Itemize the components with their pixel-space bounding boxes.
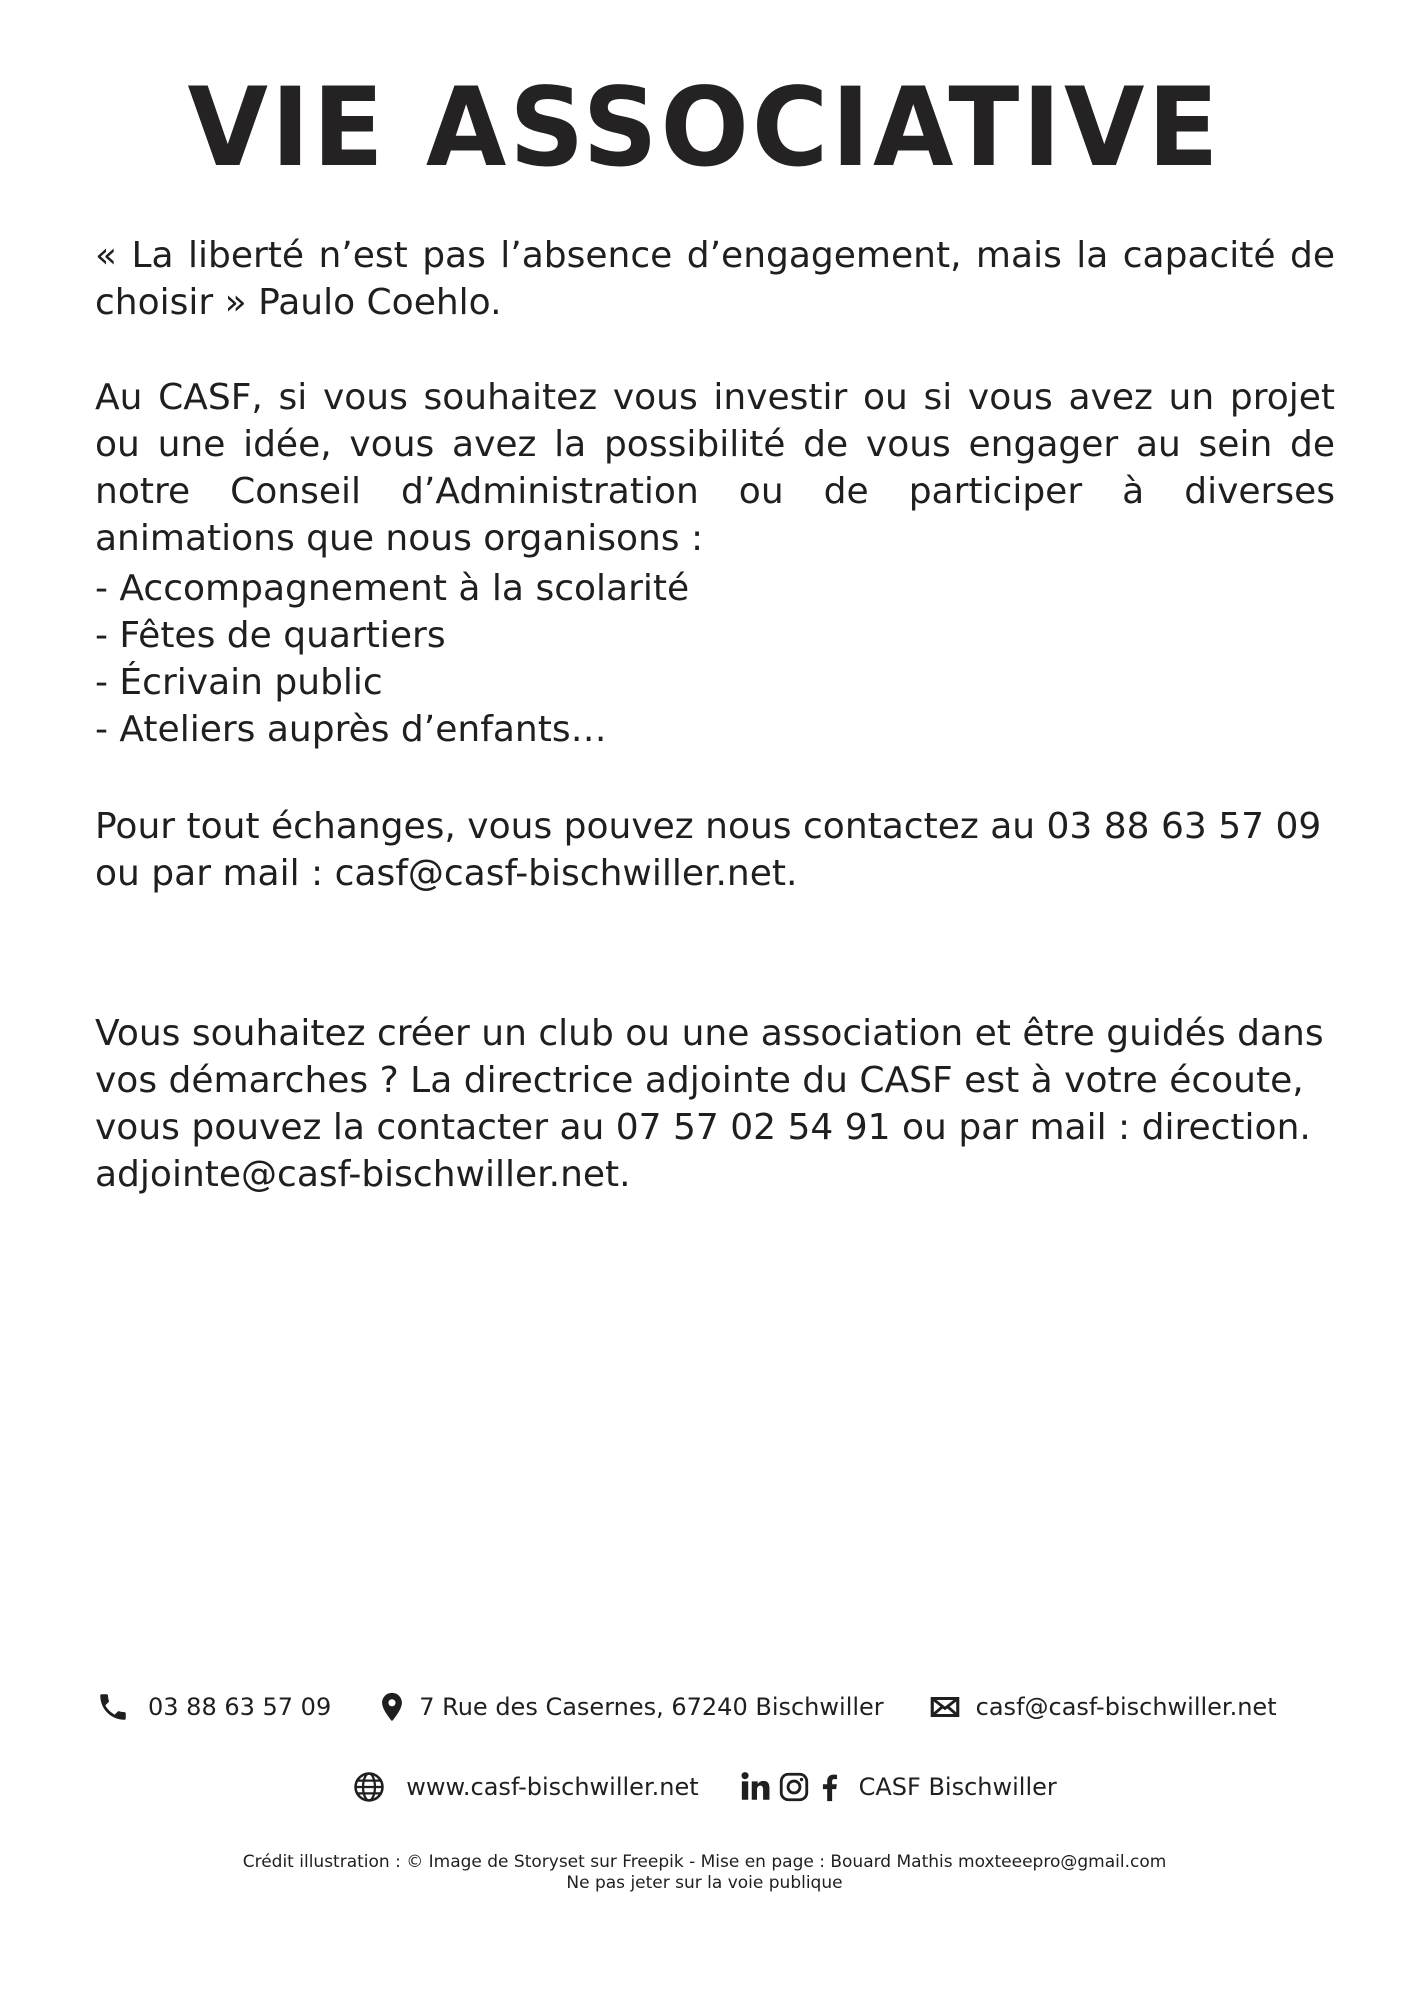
- footer-social-text: CASF Bischwiller: [858, 1773, 1057, 1801]
- contact-line: Pour tout échanges, vous pouvez nous contactez au 03 88 63 57 09: [95, 806, 1322, 847]
- list-item: - Accompagnement à la scolarité: [95, 568, 690, 609]
- club-line: vos démarches ? La directrice adjointe du CASF est à votre écoute,: [95, 1060, 1304, 1101]
- club-line: adjointe@casf-bischwiller.net.: [95, 1154, 631, 1195]
- instagram-icon[interactable]: [777, 1770, 811, 1804]
- footer-social: [739, 1770, 1057, 1804]
- credit-line: Crédit illustration : © Image de Storyset sur Freepik - Mise en page : Bouard Mathis moxteeepro@gmail.com: [242, 1852, 1167, 1872]
- linkedin-icon[interactable]: [739, 1770, 773, 1804]
- activities-list: [95, 565, 1335, 753]
- club-line: Vous souhaitez créer un club ou une association et être guidés dans: [95, 1013, 1324, 1054]
- footer-email-text: casf@casf-bischwiller.net: [975, 1693, 1277, 1721]
- club-paragraph: [95, 1010, 1335, 1198]
- page-title: VIE ASSOCIATIVE: [187, 62, 1222, 192]
- globe-icon: [352, 1770, 386, 1804]
- footer-website[interactable]: [352, 1770, 698, 1804]
- facebook-icon[interactable]: [813, 1770, 847, 1804]
- intro-paragraph: [95, 374, 1335, 562]
- contact-line: ou par mail : casf@casf-bischwiller.net.: [95, 853, 798, 894]
- footer-address: [375, 1690, 883, 1724]
- footer-contact-row: [0, 1690, 1409, 1724]
- phone-icon: [96, 1690, 130, 1724]
- contact-paragraph: [95, 803, 1335, 897]
- club-line: vous pouvez la contacter au 07 57 02 54 91 ou par mail : direction.: [95, 1107, 1311, 1148]
- footer-web-row: [0, 1770, 1409, 1804]
- list-item: - Fêtes de quartiers: [95, 615, 446, 656]
- disposal-notice: Ne pas jeter sur la voie publique: [566, 1873, 843, 1893]
- footer-website-text: www.casf-bischwiller.net: [406, 1773, 699, 1801]
- envelope-icon: [928, 1690, 962, 1724]
- list-item: - Ateliers auprès d’enfants…: [95, 709, 607, 750]
- footer-phone-text: 03 88 63 57 09: [148, 1693, 332, 1721]
- footer-address-text: 7 Rue des Casernes, 67240 Bischwiller: [419, 1693, 884, 1721]
- map-pin-icon: [375, 1690, 409, 1724]
- list-item: - Écrivain public: [95, 662, 383, 703]
- intro-text: Au CASF, si vous souhaitez vous investir ou si vous avez un projet ou une idée, vous avez la possibilité de vous engager au sein de notre Conseil d’Administration ou de participer à diverses animations que nous organisons :: [95, 377, 1335, 559]
- footer-phone[interactable]: [96, 1690, 331, 1724]
- footer-email[interactable]: [928, 1690, 1277, 1724]
- quote-paragraph: [95, 232, 1335, 326]
- quote-text: « La liberté n’est pas l’absence d’engagement, mais la capacité de choisir » Paulo Coehlo.: [95, 235, 1335, 323]
